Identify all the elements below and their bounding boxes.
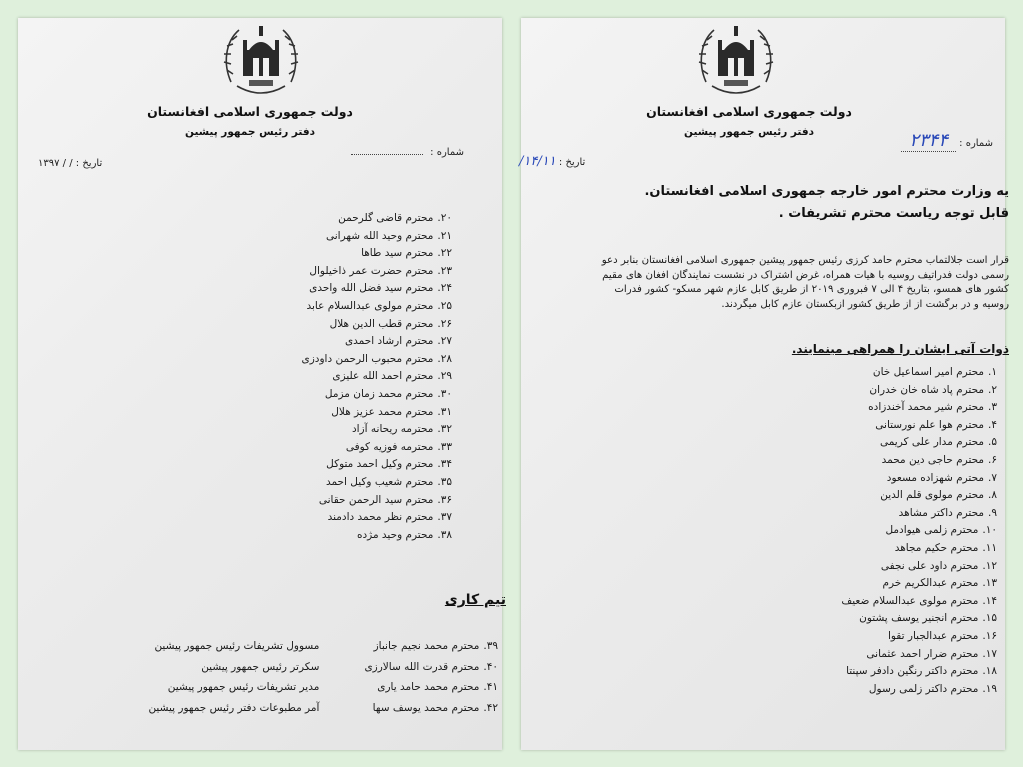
team-role: مسوول تشریفات رئیس جمهور پیشین [154, 640, 320, 652]
body-line: کشور های همسو، بتاریخ ۴ الی ۷ فبروری ۲۰۱۹ از طریق کابل عازم شهر مسکو- کشور فدرات [614, 284, 1009, 295]
team-heading: تیم کاری [444, 592, 506, 608]
team-role: مدیر تشریفات رئیس جمهور پیشین [167, 681, 320, 693]
list-item: ۳۴.محترم وکیل احمد متوکل [326, 458, 452, 471]
document-page-left [18, 18, 506, 750]
recipient-line-2: قابل توجه ریاست محترم تشریفات . [778, 206, 1009, 221]
list-item: ۱۲.محترم داود علی نجفی [880, 559, 997, 572]
header-title: دولت جمهوری اسلامی افغانستان [147, 104, 353, 119]
list-item: ۲۲.محترم سید طاها [361, 247, 452, 260]
number-label: شماره : [430, 147, 464, 158]
body-line: قرار است جلالتماب محترم حامد کرزی رئیس جمهور پیشین جمهوری اسلامی افغانستان بنابر دعو [601, 255, 1009, 266]
team-name: محترم قدرت الله سالارزی [364, 660, 480, 673]
afghanistan-emblem [694, 20, 778, 100]
team-row [99, 636, 498, 657]
date-value-handwritten: ۱۴/۱۱/ [519, 154, 556, 169]
list-item: ۲۶.محترم قطب الدین هلال [329, 317, 452, 330]
list-item: ۱۳.محترم عبدالکریم خرم [882, 577, 997, 590]
team-name: محترم محمد حامد یاری [377, 681, 480, 693]
list-item: ۱۸.محترم داکتر رنگین دادفر سپنتا [846, 665, 997, 678]
list-item: ۳.محترم شیر محمد آخندزاده [868, 401, 997, 414]
team-table [99, 636, 498, 718]
list-item: ۳۵.محترم شعیب وکیل احمد [325, 475, 452, 488]
header-subtitle: دفتر رئیس جمهور پیشین [185, 126, 315, 138]
delegation-list [841, 364, 997, 698]
list-item: ۱۹.محترم داکتر زلمی رسول [868, 682, 997, 695]
list-item: ۲۷.محترم ارشاد احمدی [344, 335, 452, 348]
list-item: ۱.محترم امیر اسماعیل خان [872, 366, 997, 378]
list-item: ۳۸.محترم وحید مژده [356, 528, 452, 541]
list-item: ۳۷.محترم نظر محمد دادمند [327, 511, 452, 524]
list-item: ۳۰.محترم محمد زمان مزمل [324, 387, 452, 400]
list-item: ۳۲.محترمه ریحانه آزاد [351, 423, 452, 436]
team-num: ۴۱. [483, 681, 498, 693]
date-label: تاریخ : [75, 158, 103, 169]
date-value: / / ۱۳۹۷ [38, 158, 73, 169]
number-field [901, 130, 993, 151]
team-num: ۴۲. [483, 701, 498, 714]
team-row [99, 698, 498, 719]
list-item: ۴.محترم هوا علم نورستانی [875, 418, 997, 431]
body-line: رسمی دولت فدراتیف روسیه با هیات همراه، غرض اشتراک در نشست نمایندگان افغان های مقیم [602, 269, 1009, 281]
header-subtitle: دفتر رئیس جمهور پیشین [684, 126, 814, 138]
list-item: ۳۶.محترم سید الرحمن حقانی [318, 493, 452, 506]
afghanistan-emblem [219, 20, 303, 100]
number-blank-line [351, 146, 423, 155]
team-role: آمر مطبوعات دفتر رئیس جمهور پیشین [148, 701, 320, 714]
body-line: روسیه و در برگشت از از طریق کشور ازبکستان عازم کابل میگردند. [721, 298, 1009, 310]
list-item: ۲۹.محترم احمد الله علیزی [332, 370, 452, 383]
list-item: ۳۱.محترم محمد عزیز هلال [331, 405, 452, 418]
list-item: ۱۵.محترم انجنیر یوسف پشتون [859, 612, 997, 625]
date-label: تاریخ : [558, 157, 586, 168]
list-item: ۱۴.محترم مولوی عبدالسلام ضعیف [841, 594, 997, 607]
list-item: ۲۴.محترم سید فضل الله واحدی [309, 282, 452, 295]
letter-body [602, 254, 1009, 312]
list-item: ۲۰.محترم قاضی گلرحمن [338, 212, 452, 224]
list-item: ۲۸.محترم محبوب الرحمن داودزی [301, 352, 452, 365]
number-label: شماره : [959, 138, 993, 149]
team-name: محترم محمد یوسف سها [372, 701, 480, 714]
team-num: ۴۰. [483, 660, 498, 673]
list-item: ۲۳.محترم حضرت عمر ذاخیلوال [309, 264, 452, 277]
team-row [99, 657, 498, 678]
list-item: ۵.محترم مدار علی کریمی [879, 436, 997, 449]
list-item: ۳۳.محترمه فوزیه کوفی [345, 440, 452, 453]
list-item: ۲۵.محترم مولوی عبدالسلام عابد [306, 299, 452, 312]
team-role: سکرتر رئیس جمهور پیشین [201, 660, 320, 673]
list-item: ۱۰.محترم زلمی هیوادمل [885, 524, 997, 537]
recipient-line-1: یه وزارت محترم امور خارجه جمهوری اسلامی افغانستان. [644, 184, 1009, 199]
list-item: ۸.محترم مولوی قلم الدین [880, 489, 997, 502]
team-num: ۳۹. [483, 640, 498, 652]
team-row [99, 677, 498, 698]
team-name: محترم محمد نجیم جانباز [373, 640, 480, 652]
date-field [519, 154, 585, 169]
list-item: ۹.محترم داکتر مشاهد [898, 506, 997, 519]
document-page-right [519, 18, 1009, 750]
list-item: ۶.محترم حاجی دین محمد [881, 453, 997, 466]
delegation-list-continued [302, 210, 452, 544]
number-field [351, 146, 464, 158]
list-item: ۲۱.محترم وحید الله شهرانی [326, 229, 452, 242]
date-field [38, 158, 102, 169]
list-item: ۱۷.محترم ضرار احمد عثمانی [866, 647, 997, 660]
list-item: ۱۱.محترم حکیم مجاهد [894, 541, 997, 554]
list-item: ۱۶.محترم عبدالجبار تقوا [887, 629, 997, 642]
list-item: ۲.محترم پاد شاه خان خدران [869, 383, 997, 396]
list-heading: ذوات آتی ایشان را همراهی مینمایند. [791, 342, 1009, 356]
list-item: ۷.محترم شهزاده مسعود [886, 471, 997, 484]
header-title: دولت جمهوری اسلامی افغانستان [646, 104, 852, 119]
number-value-handwritten: ۲۳۴۴ [901, 130, 956, 152]
